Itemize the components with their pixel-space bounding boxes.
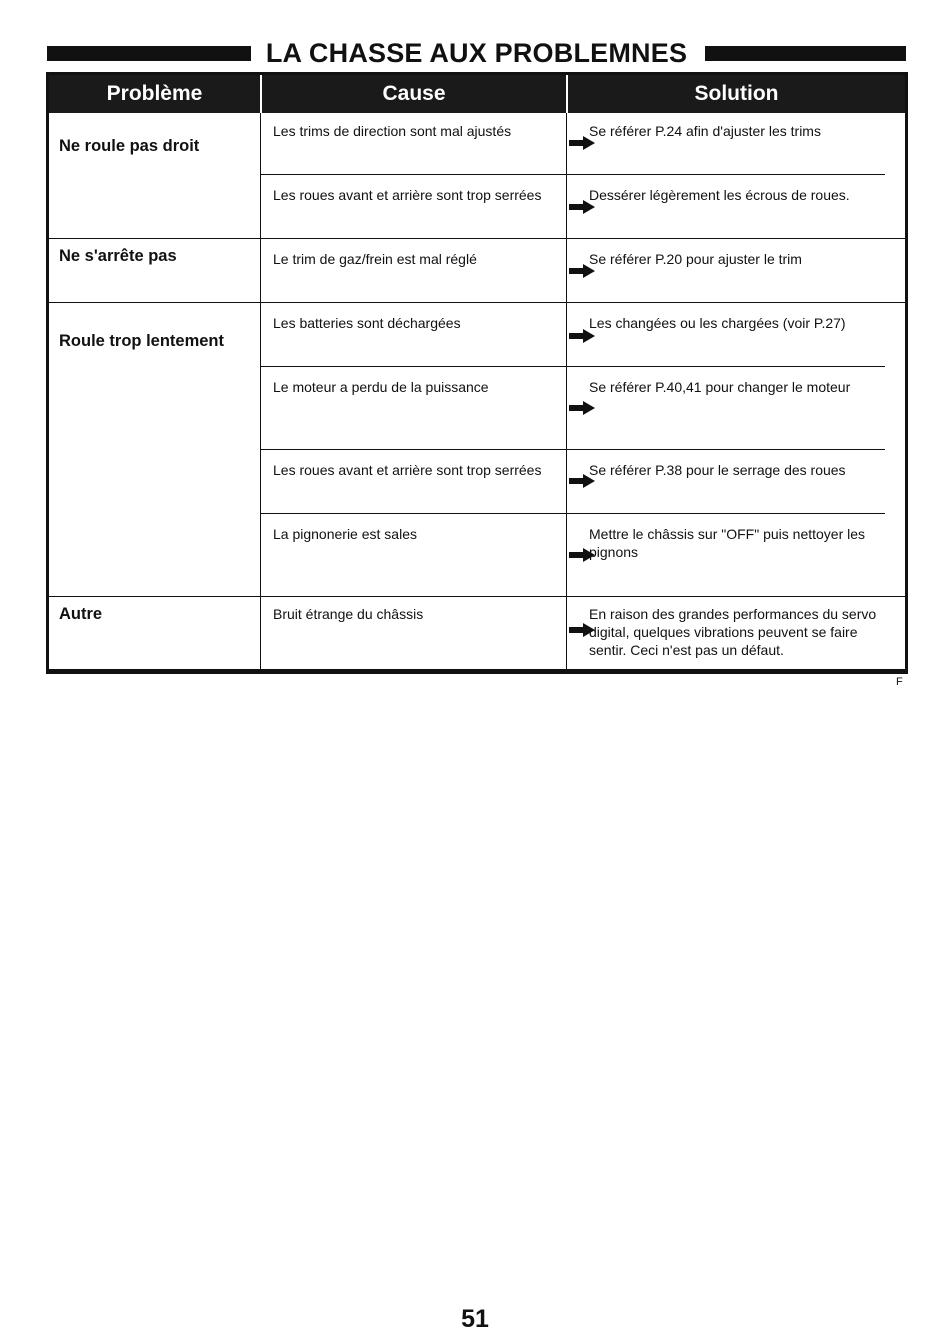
group-separator (49, 238, 905, 239)
cause-text: Les trims de direction sont mal ajustés (273, 123, 512, 139)
header-problem: Problème (106, 82, 203, 105)
solution-text: Dessérer légèrement les écrous de roues. (589, 187, 850, 203)
troubleshooting-table (46, 72, 908, 674)
row-separator (260, 513, 885, 514)
group-separator (49, 302, 905, 303)
cause-text: Les roues avant et arrière sont trop serrées (273, 187, 542, 203)
problem-label: Roule trop lentement (59, 332, 225, 350)
row-separator (260, 174, 885, 175)
page-number: 51 (461, 1305, 489, 1333)
problem-label: Ne roule pas droit (59, 137, 200, 155)
cause-text: Les roues avant et arrière sont trop serrées (273, 462, 542, 478)
cause-text: La pignonerie est sales (273, 526, 417, 542)
row-separator (260, 449, 885, 450)
table-header (49, 75, 905, 113)
header-solution: Solution (694, 82, 779, 105)
title-bar-right (705, 46, 906, 61)
page-title: LA CHASSE AUX PROBLEMNES (265, 38, 688, 68)
problem-label: Autre (59, 605, 103, 623)
header-cause: Cause (382, 82, 446, 105)
title-row (47, 38, 906, 70)
column-divider (566, 113, 567, 669)
cause-text: Le trim de gaz/frein est mal réglé (273, 251, 477, 267)
solution-text: En raison des grandes performances du servo digital, quelques vibrations peuvent se faire sentir. Ceci n'est pas un défaut. (589, 606, 877, 658)
solution-text: Se référer P.20 pour ajuster le trim (589, 251, 802, 267)
cause-text: Les batteries sont déchargées (273, 315, 461, 331)
language-marker: F (896, 676, 903, 688)
row-separator (260, 366, 885, 367)
cause-text: Le moteur a perdu de la puissance (273, 379, 489, 395)
group-separator (49, 596, 905, 597)
solution-text: Se référer P.40,41 pour changer le moteur (589, 379, 851, 395)
column-divider (260, 113, 261, 669)
solution-text: Les changées ou les chargées (voir P.27) (589, 315, 846, 331)
problem-label: Ne s'arrête pas (59, 247, 177, 265)
cause-text: Bruit étrange du châssis (273, 606, 424, 622)
arrow-right-icon (569, 401, 595, 415)
solution-text: Se référer P.24 afin d'ajuster les trims (589, 123, 821, 139)
solution-text: Mettre le châssis sur "OFF" puis nettoyer les pignons (589, 526, 866, 560)
solution-text: Se référer P.38 pour le serrage des roues (589, 462, 846, 478)
